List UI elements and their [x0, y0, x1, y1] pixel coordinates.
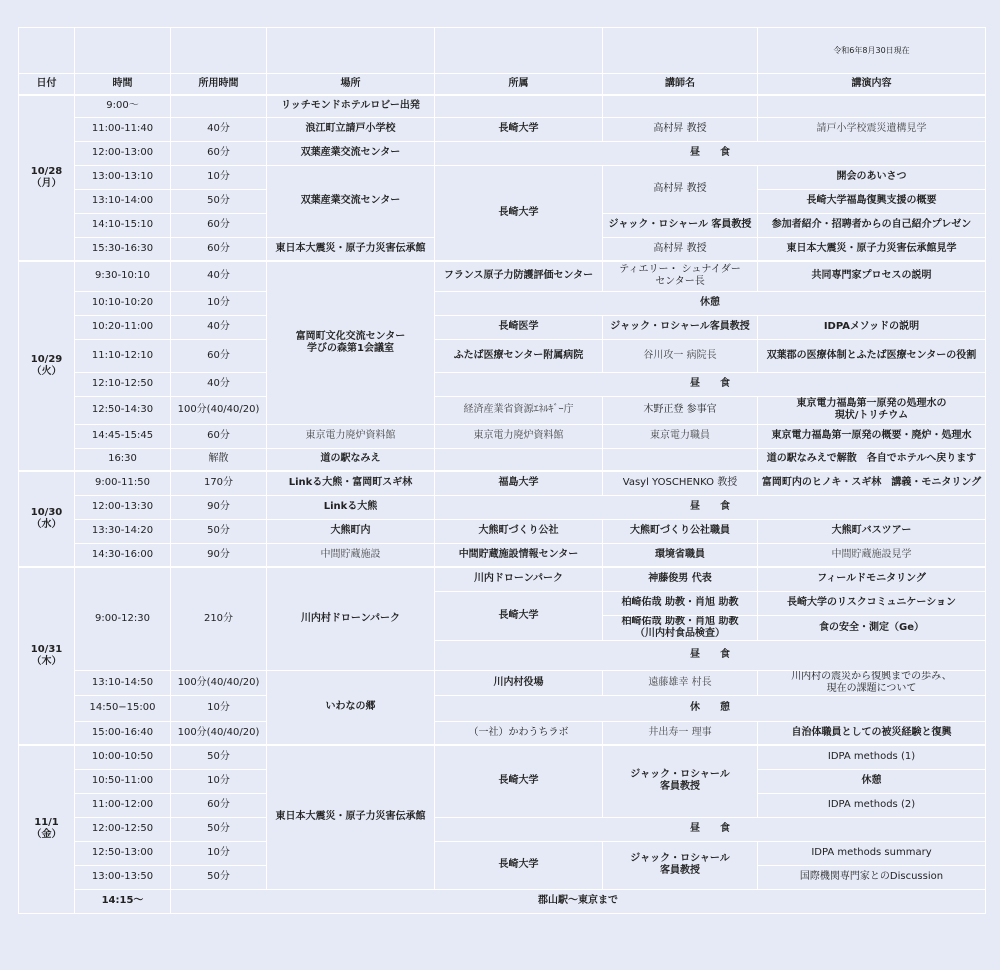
header-duration: 所用時間: [171, 74, 267, 96]
header-time: 時間: [75, 74, 171, 96]
lecturer-cell: ジャック・ロシャール 客員教授: [603, 213, 758, 237]
table-row: [19, 471, 986, 495]
time-cell: 14:10-15:10: [75, 213, 171, 237]
date-cell: 10/29 （火）: [19, 261, 75, 471]
duration-cell: 90分: [171, 543, 267, 567]
affiliation-cell: 長崎大学: [435, 745, 603, 817]
content-cell: 東日本大震災・原子力災害伝承館見学: [758, 237, 986, 261]
lecturer-cell: 谷川攻一 病院長: [603, 339, 758, 372]
duration-cell: 100分(40/40/20): [171, 721, 267, 745]
content-cell: 食の安全・測定（Ge）: [758, 615, 986, 640]
table-row: [19, 695, 986, 721]
lecturer-cell: 神藤俊男 代表: [603, 567, 758, 591]
affiliation-cell: フランス原子力防護評価センター: [435, 261, 603, 291]
duration-cell: 40分: [171, 117, 267, 141]
content-cell: 川内村の震災から復興までの歩み、 現在の課題について: [758, 670, 986, 695]
content-cell: 開会のあいさつ: [758, 165, 986, 189]
content-cell: IDPA methods (1): [758, 745, 986, 769]
lecturer-cell: ジャック・ロシャール客員教授: [603, 315, 758, 339]
table-row: [19, 291, 986, 315]
table-row: [19, 165, 986, 189]
place-cell: Linkる大熊・富岡町スギ林: [267, 471, 435, 495]
duration-cell: 50分: [171, 189, 267, 213]
lunch-cell: 昼 食: [435, 817, 986, 841]
affiliation-cell: 川内ドローンパーク: [435, 567, 603, 591]
lecturer-cell: 柏崎佑哉 助教・肖旭 助教: [603, 591, 758, 615]
affiliation-cell: 東京電力廃炉資料館: [435, 424, 603, 448]
duration-cell: 60分: [171, 213, 267, 237]
time-cell: 13:10-14:50: [75, 670, 171, 695]
time-cell: 10:50-11:00: [75, 769, 171, 793]
place-cell: いわなの郷: [267, 670, 435, 745]
content-cell: 参加者紹介・招聘者からの自己紹介プレゼン: [758, 213, 986, 237]
content-cell: IDPAメソッドの説明: [758, 315, 986, 339]
time-cell: 9:30-10:10: [75, 261, 171, 291]
time-cell: 13:10-14:00: [75, 189, 171, 213]
place-cell: 富岡町文化交流センター 学びの森第1会議室: [267, 261, 435, 424]
affiliation-cell: 長崎医学: [435, 315, 603, 339]
duration-cell: 40分: [171, 372, 267, 396]
table-row: [19, 745, 986, 769]
content-cell: 休憩: [758, 769, 986, 793]
place-cell: 中間貯蔵施設: [267, 543, 435, 567]
break-cell: 休憩: [435, 291, 986, 315]
table-row: [19, 519, 986, 543]
duration-cell: 100分(40/40/20): [171, 670, 267, 695]
time-cell: 13:00-13:10: [75, 165, 171, 189]
time-cell: 12:10-12:50: [75, 372, 171, 396]
lecturer-cell: 高村昇 教授: [603, 117, 758, 141]
table-row: [19, 448, 986, 471]
table-row: [19, 567, 986, 591]
time-cell: 14:45-15:45: [75, 424, 171, 448]
header-content: 講演内容: [758, 74, 986, 96]
lunch-cell: 昼 食: [435, 640, 986, 670]
lecturer-cell: 環境省職員: [603, 543, 758, 567]
table-row: [19, 396, 986, 424]
time-cell: 12:00-13:00: [75, 141, 171, 165]
place-cell: Linkる大熊: [267, 495, 435, 519]
time-cell: 9:00-12:30: [75, 567, 171, 670]
duration-cell: 60分: [171, 141, 267, 165]
lecturer-cell: 井出寿一 理事: [603, 721, 758, 745]
content-cell: 双葉郡の医療体制とふたば医療センターの役割: [758, 339, 986, 372]
table-row: [19, 339, 986, 372]
lecturer-cell: 高村昇 教授: [603, 165, 758, 213]
table-row: [19, 543, 986, 567]
content-cell: 長崎大学福島復興支援の概要: [758, 189, 986, 213]
date-cell: 10/31 （木）: [19, 567, 75, 745]
as-of-date: 令和6年8月30日現在: [833, 45, 910, 55]
place-cell: 東京電力廃炉資料館: [267, 424, 435, 448]
header-date: 日付: [19, 74, 75, 96]
duration-cell: 50分: [171, 745, 267, 769]
time-cell: 9:00-11:50: [75, 471, 171, 495]
header-lecturer: 講師名: [603, 74, 758, 96]
content-cell: 共同専門家プロセスの説明: [758, 261, 986, 291]
date-cell: 10/28 （月）: [19, 95, 75, 261]
content-cell: IDPA methods summary: [758, 841, 986, 865]
duration-cell: 10分: [171, 841, 267, 865]
table-row: [19, 315, 986, 339]
table-row: [19, 261, 986, 291]
time-cell: 9:00〜: [75, 95, 171, 117]
content-cell: 道の駅なみえで解散 各自でホテルへ戻ります: [758, 448, 986, 471]
lunch-cell: 昼 食: [435, 141, 986, 165]
affiliation-cell: （一社）かわうちラボ: [435, 721, 603, 745]
duration-cell: 60分: [171, 237, 267, 261]
content-cell: 東京電力福島第一原発の概要・廃炉・処理水: [758, 424, 986, 448]
duration-cell: 60分: [171, 424, 267, 448]
table-row: [19, 141, 986, 165]
duration-cell: 170分: [171, 471, 267, 495]
table-row: [19, 841, 986, 865]
place-cell: 双葉産業交流センター: [267, 141, 435, 165]
duration-cell: 50分: [171, 817, 267, 841]
place-cell: 川内村ドローンパーク: [267, 567, 435, 670]
place-cell: 東日本大震災・原子力災害伝承館: [267, 745, 435, 889]
content-cell: 請戸小学校震災遺構見学: [758, 117, 986, 141]
lecturer-cell: 木野正登 参事官: [603, 396, 758, 424]
place-cell: 双葉産業交流センター: [267, 165, 435, 237]
header-row: [19, 74, 986, 96]
content-cell: 長崎大学のリスクコミュニケーション: [758, 591, 986, 615]
lecturer-cell: ジャック・ロシャール 客員教授: [603, 745, 758, 817]
time-cell: 13:30-14:20: [75, 519, 171, 543]
lecturer-cell: 大熊町づくり公社職員: [603, 519, 758, 543]
time-cell: 10:20-11:00: [75, 315, 171, 339]
time-cell: 11:00-12:00: [75, 793, 171, 817]
time-cell: 10:00-10:50: [75, 745, 171, 769]
time-cell: 11:10-12:10: [75, 339, 171, 372]
duration-cell: 90分: [171, 495, 267, 519]
lecturer-cell: ティエリー・ シュナイダー センター長: [603, 261, 758, 291]
duration-cell: 10分: [171, 165, 267, 189]
duration-cell: 50分: [171, 519, 267, 543]
place-cell: 道の駅なみえ: [267, 448, 435, 471]
lunch-cell: 昼 食: [435, 495, 986, 519]
time-cell: 11:00-11:40: [75, 117, 171, 141]
duration-cell: 解散: [171, 448, 267, 471]
affiliation-cell: 経済産業省資源ｴﾈﾙｷﾞｰ庁: [435, 396, 603, 424]
content-cell: フィールドモニタリング: [758, 567, 986, 591]
duration-cell: 40分: [171, 261, 267, 291]
time-cell: 15:00-16:40: [75, 721, 171, 745]
content-cell: 自治体職員としての被災経験と復興: [758, 721, 986, 745]
table-row: [19, 372, 986, 396]
time-cell: 16:30: [75, 448, 171, 471]
table-row: [19, 495, 986, 519]
duration-cell: 10分: [171, 291, 267, 315]
time-cell: 14:50−15:00: [75, 695, 171, 721]
duration-cell: 10分: [171, 695, 267, 721]
time-cell: 13:00-13:50: [75, 865, 171, 889]
table-row: [19, 721, 986, 745]
content-cell: 中間貯蔵施設見学: [758, 543, 986, 567]
place-cell: 東日本大震災・原子力災害伝承館: [267, 237, 435, 261]
time-cell: 12:50-13:00: [75, 841, 171, 865]
duration-cell: 60分: [171, 339, 267, 372]
duration-cell: 60分: [171, 793, 267, 817]
duration-cell: [171, 95, 267, 117]
lunch-cell: 昼 食: [435, 372, 986, 396]
duration-cell: 100分(40/40/20): [171, 396, 267, 424]
place-cell: リッチモンドホテルロビー出発: [267, 95, 435, 117]
lecturer-cell: Vasyl YOSCHENKO 教授: [603, 471, 758, 495]
time-cell: 12:50-14:30: [75, 396, 171, 424]
content-cell: 大熊町バスツアー: [758, 519, 986, 543]
schedule-table: [18, 27, 986, 914]
affiliation-cell: ふたば医療センター附属病院: [435, 339, 603, 372]
affiliation-cell: 長崎大学: [435, 591, 603, 640]
place-cell: 大熊町内: [267, 519, 435, 543]
duration-cell: 10分: [171, 769, 267, 793]
affiliation-cell: 福島大学: [435, 471, 603, 495]
time-cell: 14:30-16:00: [75, 543, 171, 567]
content-cell: 国際機関専門家とのDiscussion: [758, 865, 986, 889]
date-cell: 11/1 （金）: [19, 745, 75, 913]
affiliation-cell: 川内村役場: [435, 670, 603, 695]
content-cell: 富岡町内のヒノキ・スギ林 講義・モニタリング: [758, 471, 986, 495]
table-row: [19, 95, 986, 117]
place-cell: 浪江町立請戸小学校: [267, 117, 435, 141]
time-cell: 12:00-12:50: [75, 817, 171, 841]
table-row: [19, 817, 986, 841]
affiliation-cell: 長崎大学: [435, 841, 603, 889]
table-row: [19, 117, 986, 141]
table-row: [19, 670, 986, 695]
time-cell: 10:10-10:20: [75, 291, 171, 315]
date-cell: 10/30 （水）: [19, 471, 75, 567]
duration-cell: 40分: [171, 315, 267, 339]
table-row: [19, 424, 986, 448]
header-place: 場所: [267, 74, 435, 96]
lecturer-cell: 柏崎佑哉 助教・肖旭 助教 （川内村食品検査）: [603, 615, 758, 640]
closing-cell: 郡山駅〜東京まで: [171, 889, 986, 913]
header-affiliation: 所属: [435, 74, 603, 96]
title-row: [19, 28, 986, 74]
time-cell: 14:15〜: [75, 889, 171, 913]
affiliation-cell: 長崎大学: [435, 165, 603, 261]
lecturer-cell: ジャック・ロシャール 客員教授: [603, 841, 758, 889]
affiliation-cell: 長崎大学: [435, 117, 603, 141]
lecturer-cell: 遠藤雄幸 村長: [603, 670, 758, 695]
lecturer-cell: 高村昇 教授: [603, 237, 758, 261]
affiliation-cell: 大熊町づくり公社: [435, 519, 603, 543]
content-cell: IDPA methods (2): [758, 793, 986, 817]
duration-cell: 50分: [171, 865, 267, 889]
affiliation-cell: 中間貯蔵施設情報センター: [435, 543, 603, 567]
content-cell: 東京電力福島第一原発の処理水の 現状/トリチウム: [758, 396, 986, 424]
time-cell: 15:30-16:30: [75, 237, 171, 261]
duration-cell: 210分: [171, 567, 267, 670]
time-cell: 12:00-13:30: [75, 495, 171, 519]
lecturer-cell: 東京電力職員: [603, 424, 758, 448]
table-row: [19, 889, 986, 913]
break-cell: 休 憩: [435, 695, 986, 721]
